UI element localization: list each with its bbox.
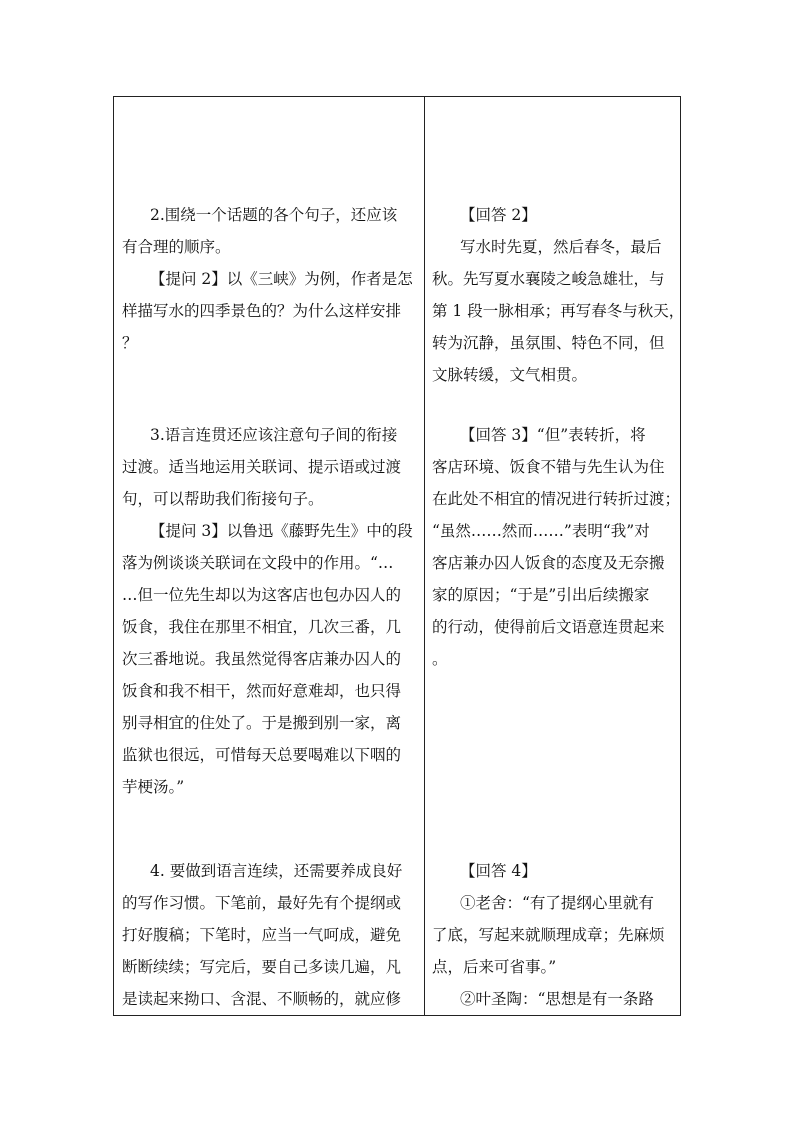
question-text-line: 饭食，我住在那里不相宜，几次三番，几 [122,618,402,636]
answer-text-line: 。 [432,650,448,668]
answer-text-line: 写水时先夏，然后春冬，最后 [460,238,662,256]
question-text-line: 落为例谈谈关联词在文段中的作用。“… [122,554,394,572]
question-text-line: 样描写水的四季景色的？为什么这样安排 [122,302,402,320]
question-text-line: 别寻相宜的住处了。于是搬到别一家，离 [122,714,402,732]
answer-text-line: 第 1 段一脉相承；再写春冬与秋天， [432,302,685,320]
answer-text-line: ②叶圣陶：“思想是有一条路 [460,990,654,1008]
answer-text-line: 文脉转缓，文气相贯。 [432,366,588,384]
answer-text-line: 点，后来可省事。” [432,958,557,976]
column-divider [424,96,425,1016]
question-text-line: 3.语言连贯还应该注意句子间的衔接 [150,426,398,444]
question-text-line: 打好腹稿；下笔时，应当一气呵成，避免 [122,926,402,944]
answer-text-line: “虽然……然而……”表明“我”对 [432,522,650,540]
answer-text-line: 客店兼办囚人饭食的态度及无奈搬 [432,554,665,572]
answer-text-line: 了底，写起来就顺理成章；先麻烦 [432,926,665,944]
question-text-line: 【提问 3】以鲁迅《藤野先生》中的段 [150,522,413,540]
answer-text-line: 【回答 3】“但”表转折，将 [460,426,646,444]
question-text-line: 监狱也很远，可惜每天总要喝难以下咽的 [122,746,402,764]
question-text-line: ？ [122,334,138,352]
question-text-line: 4. 要做到语言连续，还需要养成良好 [150,862,403,880]
question-text-line: …但一位先生却以为这客店也包办囚人的 [122,586,402,604]
answer-text-line: 在此处不相宜的情况进行转折过渡； [432,490,681,508]
answer-text-line: 客店环境、饭食不错与先生认为住 [432,458,665,476]
question-text-line: 断断续续；写完后，要自己多读几遍，凡 [122,958,402,976]
question-text-line: 的写作习惯。下笔前，最好先有个提纲或 [122,894,402,912]
answer-text-line: 【回答 4】 [460,862,537,880]
question-text-line: 句，可以帮助我们衔接句子。 [122,490,324,508]
question-text-line: 过渡。适当地运用关联词、提示语或过渡 [122,458,402,476]
question-text-line: 次三番地说。我虽然觉得客店兼办囚人的 [122,650,402,668]
answer-text-line: 转为沉静，虽氛围、特色不同，但 [432,334,665,352]
answer-text-line: 秋。先写夏水襄陵之峻急雄壮，与 [432,270,665,288]
answer-text-line: 【回答 2】 [460,206,537,224]
answer-text-line: ①老舍：“有了提纲心里就有 [460,894,654,912]
question-text-line: 饭食和我不相干，然而好意难却，也只得 [122,682,402,700]
question-text-line: 是读起来拗口、含混、不顺畅的，就应修 [122,990,402,1008]
answer-text-line: 的行动，使得前后文语意连贯起来 [432,618,665,636]
answer-text-line: 家的原因；“于是”引出后续搬家 [432,586,650,604]
question-text-line: 有合理的顺序。 [122,238,231,256]
question-text-line: 2.围绕一个话题的各个句子，还应该 [150,206,398,224]
question-text-line: 【提问 2】以《三峡》为例，作者是怎 [150,270,413,288]
question-text-line: 芋梗汤。” [122,778,185,796]
